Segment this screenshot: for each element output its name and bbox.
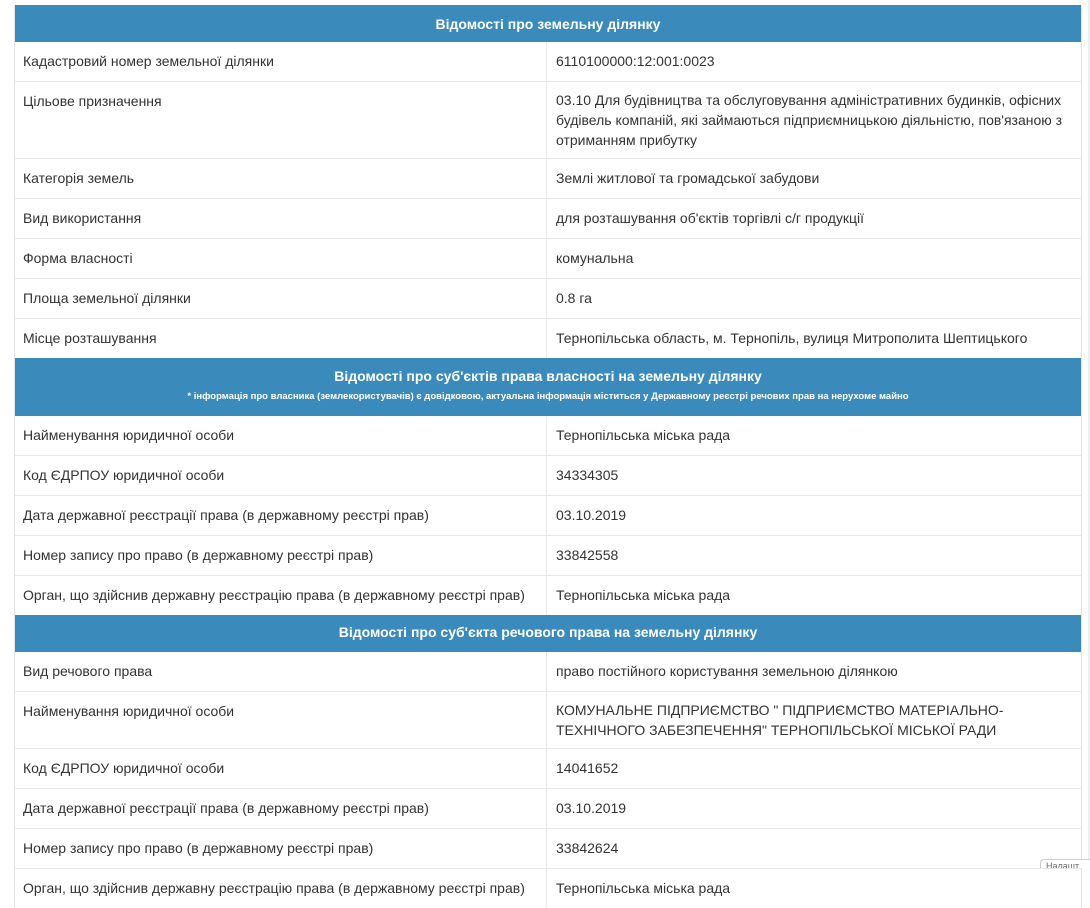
- table-row: [15, 42, 1081, 82]
- row-label: Орган, що здійснив державну реєстрацію права (в державному реєстрі прав): [15, 576, 547, 615]
- row-value: 33842624: [556, 840, 619, 856]
- table-row: [15, 82, 1081, 159]
- land-plot-header-title: Відомості про земельну ділянку: [435, 16, 661, 32]
- row-value: 33842558: [556, 547, 619, 563]
- row-value: для розташування об'єктів торгівлі с/г продукції: [556, 210, 865, 226]
- row-label: Вид використання: [15, 199, 547, 238]
- property-right-header: [15, 615, 1081, 652]
- row-value: 03.10 Для будівництва та обслуговування адміністративних будинків, офісних будівель компаній, які займаються підприємницькою діяльністю, пов'язаною з отриманням прибутку: [556, 92, 1063, 148]
- table-row: [15, 536, 1081, 576]
- table-row: [15, 652, 1081, 692]
- row-value: Тернопільська міська рада: [556, 427, 731, 443]
- table-row: [15, 239, 1081, 279]
- row-value: Землі житлової та громадської забудови: [556, 170, 820, 186]
- row-value: 14041652: [556, 760, 619, 776]
- row-value: Тернопільська область, м. Тернопіль, вулиця Митрополита Шептицького: [556, 330, 1028, 346]
- row-label: Код ЄДРПОУ юридичної особи: [15, 749, 547, 788]
- row-label: Кадастровий номер земельної ділянки: [15, 42, 547, 81]
- table-row: [15, 829, 1081, 869]
- row-value: 03.10.2019: [556, 800, 627, 816]
- row-label: Площа земельної ділянки: [15, 279, 547, 318]
- row-label: Місце розташування: [15, 319, 547, 358]
- row-label: Форма власності: [15, 239, 547, 278]
- row-value: КОМУНАЛЬНЕ ПІДПРИЄМСТВО " ПІДПРИЄМСТВО МАТЕРІАЛЬНО-ТЕХНІЧНОГО ЗАБЕЗПЕЧЕННЯ" ТЕРНОПІЛЬСЬКОЇ МІСЬКОЇ РАДИ: [556, 702, 1004, 738]
- row-label: Код ЄДРПОУ юридичної особи: [15, 456, 547, 495]
- settings-tab[interactable]: Налашт: [1040, 859, 1090, 868]
- property-right-header-title: Відомості про суб'єкта речового права на земельну ділянку: [338, 624, 758, 640]
- row-value: Тернопільська міська рада: [556, 880, 731, 896]
- row-value: 0.8 га: [556, 290, 592, 306]
- table-row: [15, 749, 1081, 789]
- row-label: Цільове призначення: [15, 82, 547, 158]
- land-plot-header: [15, 5, 1081, 42]
- row-value: право постійного користування земельною ділянкою: [556, 663, 898, 679]
- row-label: Номер запису про право (в державному реєстрі прав): [15, 829, 547, 868]
- row-label: Найменування юридичної особи: [15, 692, 547, 748]
- table-row: [15, 869, 1081, 908]
- row-label: Номер запису про право (в державному реєстрі прав): [15, 536, 547, 575]
- table-row: [15, 159, 1081, 199]
- table-row: [15, 199, 1081, 239]
- row-label: Орган, що здійснив державну реєстрацію права (в державному реєстрі прав): [15, 869, 547, 908]
- row-label: Дата державної реєстрації права (в державному реєстрі прав): [15, 789, 547, 828]
- row-label: Категорія земель: [15, 159, 547, 198]
- row-value: 6110100000:12:001:0023: [556, 53, 715, 69]
- table-row: [15, 496, 1081, 536]
- row-value: 03.10.2019: [556, 507, 627, 523]
- table-row: [15, 456, 1081, 496]
- table-row: [15, 279, 1081, 319]
- row-label: Найменування юридичної особи: [15, 416, 547, 455]
- ownership-header-title: Відомості про суб'єктів права власності на земельну ділянку: [334, 368, 762, 384]
- row-value: комунальна: [556, 250, 634, 266]
- table-row: [15, 416, 1081, 456]
- table-row: [15, 789, 1081, 829]
- table-row: [15, 576, 1081, 615]
- row-value: Тернопільська міська рада: [556, 587, 731, 603]
- row-label: Вид речового права: [15, 652, 547, 691]
- ownership-header: [15, 358, 1081, 416]
- table-row: [15, 692, 1081, 749]
- table-row: [15, 319, 1081, 358]
- info-table: [14, 5, 1082, 908]
- row-value: 34334305: [556, 467, 619, 483]
- ownership-note: * інформація про власника (землекористувачів) є довідковою, актуальна інформація міститься у Державному реєстрі речових прав на нерухоме майно: [187, 391, 909, 402]
- row-label: Дата державної реєстрації права (в державному реєстрі прав): [15, 496, 547, 535]
